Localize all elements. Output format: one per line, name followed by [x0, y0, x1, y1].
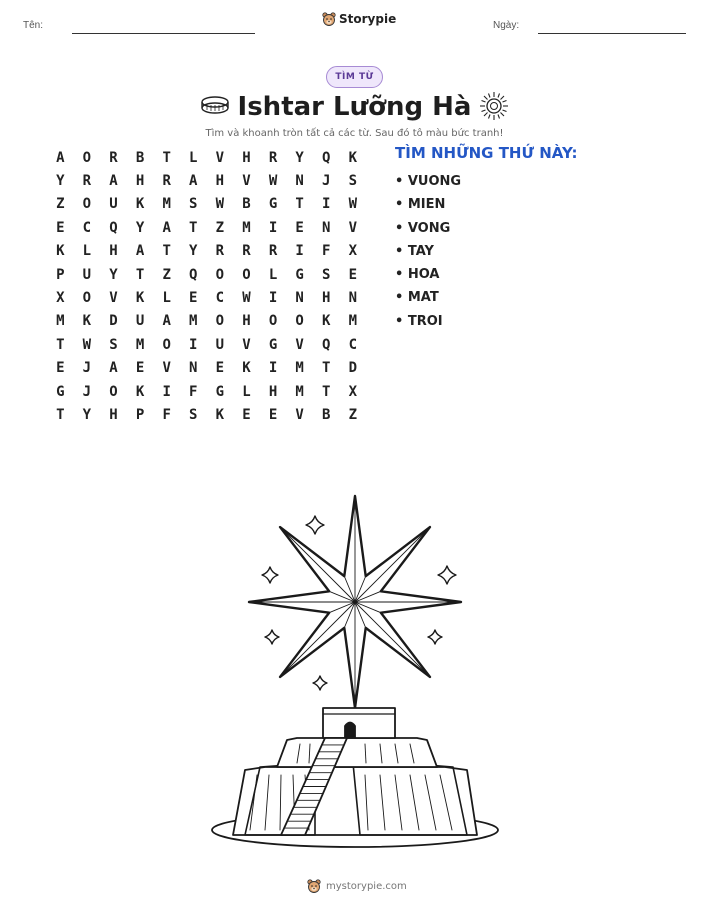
grid-cell[interactable]: S: [189, 196, 198, 213]
grid-cell[interactable]: F: [162, 406, 171, 423]
grid-row: [47, 216, 366, 239]
grid-cell[interactable]: L: [189, 149, 198, 166]
grid-cell[interactable]: M: [189, 313, 198, 330]
grid-cell[interactable]: R: [162, 173, 171, 190]
grid-cell[interactable]: M: [56, 313, 65, 330]
footer: [307, 879, 407, 893]
grid-cell[interactable]: K: [82, 313, 92, 330]
grid-cell[interactable]: Z: [56, 196, 65, 213]
instructions: Tìm và khoanh tròn tất cả các từ. Sau đó tô màu bức tranh!: [205, 128, 504, 139]
grid-cell[interactable]: Y: [295, 149, 304, 166]
date-label: Ngày:: [493, 20, 520, 31]
sun-icon: [478, 90, 510, 122]
grid-cell[interactable]: G: [295, 266, 304, 283]
grid-cell[interactable]: R: [268, 149, 278, 166]
grid-cell[interactable]: O: [82, 290, 92, 307]
grid-cell[interactable]: Z: [162, 266, 171, 283]
grid-cell[interactable]: O: [82, 149, 92, 166]
grid-cell[interactable]: Q: [189, 266, 198, 283]
grid-cell[interactable]: T: [322, 383, 331, 400]
grid-cell[interactable]: L: [268, 266, 278, 283]
word-item: • VONG: [395, 220, 451, 236]
grid-cell[interactable]: W: [348, 196, 358, 213]
grid-cell[interactable]: O: [242, 266, 251, 283]
word-item: • HOA: [395, 267, 440, 283]
grid-cell[interactable]: V: [109, 290, 118, 307]
grid-row: [47, 380, 366, 403]
grid-cell[interactable]: Q: [109, 219, 118, 236]
grid-row: [47, 357, 366, 380]
grid-cell[interactable]: X: [348, 243, 358, 260]
word-item: • TAY: [395, 243, 434, 259]
grid-cell[interactable]: V: [162, 360, 171, 377]
grid-cell[interactable]: D: [348, 360, 358, 377]
star-ziggurat-illustration[interactable]: [205, 490, 505, 855]
grid-cell[interactable]: O: [295, 313, 304, 330]
grid-cell[interactable]: T: [189, 219, 198, 236]
grid-cell[interactable]: B: [242, 196, 251, 213]
grid-cell[interactable]: V: [295, 406, 304, 423]
grid-cell[interactable]: J: [322, 173, 331, 190]
grid-cell[interactable]: A: [162, 219, 171, 236]
grid-cell[interactable]: E: [56, 219, 65, 236]
grid-row: [47, 240, 366, 263]
grid-cell[interactable]: M: [295, 360, 304, 377]
grid-cell[interactable]: K: [348, 149, 358, 166]
grid-row: [47, 310, 366, 333]
grid-cell[interactable]: E: [56, 360, 65, 377]
word-search-badge: TÌM TỪ: [326, 66, 383, 88]
grid-cell[interactable]: A: [189, 173, 198, 190]
grid-cell[interactable]: X: [56, 290, 65, 307]
grid-cell[interactable]: U: [109, 196, 118, 213]
grid-cell[interactable]: L: [162, 290, 171, 307]
grid-cell[interactable]: A: [109, 173, 118, 190]
grid-cell[interactable]: H: [242, 149, 251, 166]
grid-cell[interactable]: I: [162, 383, 171, 400]
grid-cell[interactable]: A: [109, 360, 118, 377]
grid-cell[interactable]: N: [322, 219, 331, 236]
grid-cell[interactable]: U: [215, 336, 225, 353]
name-label: Tên:: [23, 20, 44, 31]
grid-cell[interactable]: P: [56, 266, 65, 283]
grid-cell[interactable]: T: [162, 149, 171, 166]
grid-cell[interactable]: N: [295, 290, 304, 307]
grid-cell[interactable]: A: [162, 313, 171, 330]
grid-cell[interactable]: S: [348, 173, 358, 190]
word-item: • VUONG: [395, 174, 462, 189]
page-title: Ishtar Lưỡng Hà: [237, 92, 472, 122]
date-line[interactable]: [538, 33, 686, 34]
grid-cell[interactable]: E: [135, 360, 145, 377]
grid-row: [47, 286, 366, 309]
grid-cell[interactable]: I: [295, 243, 304, 260]
grid-cell[interactable]: K: [135, 383, 145, 400]
grid-cell[interactable]: Y: [109, 266, 118, 283]
grid-cell[interactable]: Z: [348, 406, 358, 423]
grid-cell[interactable]: H: [135, 173, 145, 190]
grid-cell[interactable]: E: [268, 406, 278, 423]
grid-cell[interactable]: O: [82, 196, 92, 213]
grid-cell[interactable]: E: [295, 219, 304, 236]
grid-cell[interactable]: W: [268, 173, 278, 190]
grid-cell[interactable]: W: [242, 290, 251, 307]
grid-cell[interactable]: G: [268, 196, 278, 213]
grid-cell[interactable]: G: [56, 383, 65, 400]
grid-cell[interactable]: Q: [322, 149, 331, 166]
grid-cell[interactable]: M: [242, 219, 251, 236]
grid-cell[interactable]: A: [135, 243, 145, 260]
grid-cell[interactable]: S: [109, 336, 118, 353]
grid-cell[interactable]: V: [348, 219, 358, 236]
grid-row: [47, 263, 366, 286]
grid-cell[interactable]: E: [215, 360, 225, 377]
grid-cell[interactable]: H: [322, 290, 331, 307]
grid-cell[interactable]: Z: [215, 219, 225, 236]
grid-row: [47, 169, 366, 192]
grid-cell[interactable]: M: [162, 196, 171, 213]
grid-row: [47, 146, 366, 169]
grid-cell[interactable]: T: [295, 196, 304, 213]
grid-cell[interactable]: C: [82, 219, 92, 236]
grid-cell[interactable]: R: [242, 243, 251, 260]
grid-cell[interactable]: R: [268, 243, 278, 260]
grid-cell[interactable]: E: [348, 266, 358, 283]
grid-cell[interactable]: S: [322, 266, 331, 283]
grid-cell[interactable]: T: [322, 360, 331, 377]
grid-cell[interactable]: M: [295, 383, 304, 400]
word-item: • MIEN: [395, 197, 446, 213]
grid-cell[interactable]: V: [295, 336, 304, 353]
grid-cell[interactable]: Y: [135, 219, 145, 236]
word-item: • MAT: [395, 290, 439, 306]
grid-cell[interactable]: G: [215, 383, 225, 400]
grid-cell[interactable]: H: [109, 243, 118, 260]
grid-cell[interactable]: Y: [82, 406, 92, 423]
grid-cell[interactable]: T: [162, 243, 171, 260]
grid-cell[interactable]: R: [82, 173, 92, 190]
grid-cell[interactable]: M: [348, 313, 358, 330]
footer-url: mystorypie.com: [326, 880, 407, 892]
grid-cell[interactable]: H: [242, 313, 251, 330]
grid-row: [47, 403, 366, 426]
grid-cell[interactable]: O: [162, 336, 171, 353]
grid-cell[interactable]: L: [82, 243, 92, 260]
grid-cell[interactable]: W: [82, 336, 92, 353]
grid-cell[interactable]: K: [135, 290, 145, 307]
grid-cell[interactable]: K: [242, 360, 251, 377]
grid-cell[interactable]: W: [215, 196, 225, 213]
grid-cell[interactable]: V: [242, 336, 251, 353]
grid-cell[interactable]: H: [215, 173, 225, 190]
grid-cell[interactable]: N: [189, 360, 198, 377]
grid-row: [47, 333, 366, 356]
grid-cell[interactable]: O: [215, 266, 225, 283]
grid-cell[interactable]: V: [215, 149, 225, 166]
grid-cell[interactable]: H: [109, 406, 118, 423]
grid-cell[interactable]: K: [322, 313, 331, 330]
grid-cell[interactable]: C: [215, 290, 225, 307]
grid-cell[interactable]: T: [56, 336, 65, 353]
grid-cell[interactable]: I: [322, 196, 331, 213]
brand-name: Storypie: [339, 12, 397, 26]
grid-cell[interactable]: R: [109, 149, 118, 166]
grid-row: [47, 193, 366, 216]
grid-cell[interactable]: K: [135, 196, 145, 213]
grid-cell[interactable]: X: [348, 383, 358, 400]
grid-cell[interactable]: I: [268, 290, 278, 307]
grid-cell[interactable]: F: [189, 383, 198, 400]
bear-icon: [322, 12, 336, 26]
grid-cell[interactable]: T: [56, 406, 65, 423]
grid-cell[interactable]: L: [242, 383, 251, 400]
grid-cell[interactable]: H: [268, 383, 278, 400]
grid-cell[interactable]: I: [268, 219, 278, 236]
word-list: [395, 170, 461, 333]
grid-cell[interactable]: B: [135, 149, 145, 166]
grid-cell[interactable]: O: [215, 313, 225, 330]
grid-cell[interactable]: O: [109, 383, 118, 400]
grid-cell[interactable]: G: [268, 336, 278, 353]
grid-cell[interactable]: A: [56, 149, 65, 166]
grid-cell[interactable]: C: [348, 336, 358, 353]
grid-cell[interactable]: S: [189, 406, 198, 423]
grid-cell[interactable]: K: [215, 406, 225, 423]
grid-cell[interactable]: P: [135, 406, 145, 423]
grid-cell[interactable]: O: [268, 313, 278, 330]
word-item: • TROI: [395, 313, 443, 329]
grid-cell[interactable]: K: [56, 243, 65, 260]
bear-icon: [307, 879, 321, 893]
grid-cell[interactable]: R: [215, 243, 225, 260]
grid-cell[interactable]: V: [242, 173, 251, 190]
grid-cell[interactable]: U: [135, 313, 145, 330]
grid-cell[interactable]: B: [322, 406, 331, 423]
grid-cell[interactable]: M: [135, 336, 145, 353]
grid-cell[interactable]: Q: [322, 336, 331, 353]
grid-cell[interactable]: N: [348, 290, 358, 307]
grid-cell[interactable]: Y: [56, 173, 65, 190]
grid-cell[interactable]: J: [82, 383, 92, 400]
grid-cell[interactable]: Y: [189, 243, 198, 260]
letter-grid[interactable]: [47, 146, 366, 427]
grid-cell[interactable]: N: [295, 173, 304, 190]
grid-cell[interactable]: I: [189, 336, 198, 353]
grid-cell[interactable]: D: [109, 313, 118, 330]
word-list-title: TÌM NHỮNG THỨ NÀY:: [395, 144, 578, 162]
brand-logo: [322, 12, 396, 26]
name-line[interactable]: [72, 33, 255, 34]
grid-cell[interactable]: E: [189, 290, 198, 307]
grid-cell[interactable]: I: [268, 360, 278, 377]
grid-cell[interactable]: E: [242, 406, 251, 423]
grid-cell[interactable]: F: [322, 243, 331, 260]
grid-cell[interactable]: T: [135, 266, 145, 283]
grid-cell[interactable]: U: [82, 266, 92, 283]
grid-cell[interactable]: J: [82, 360, 92, 377]
